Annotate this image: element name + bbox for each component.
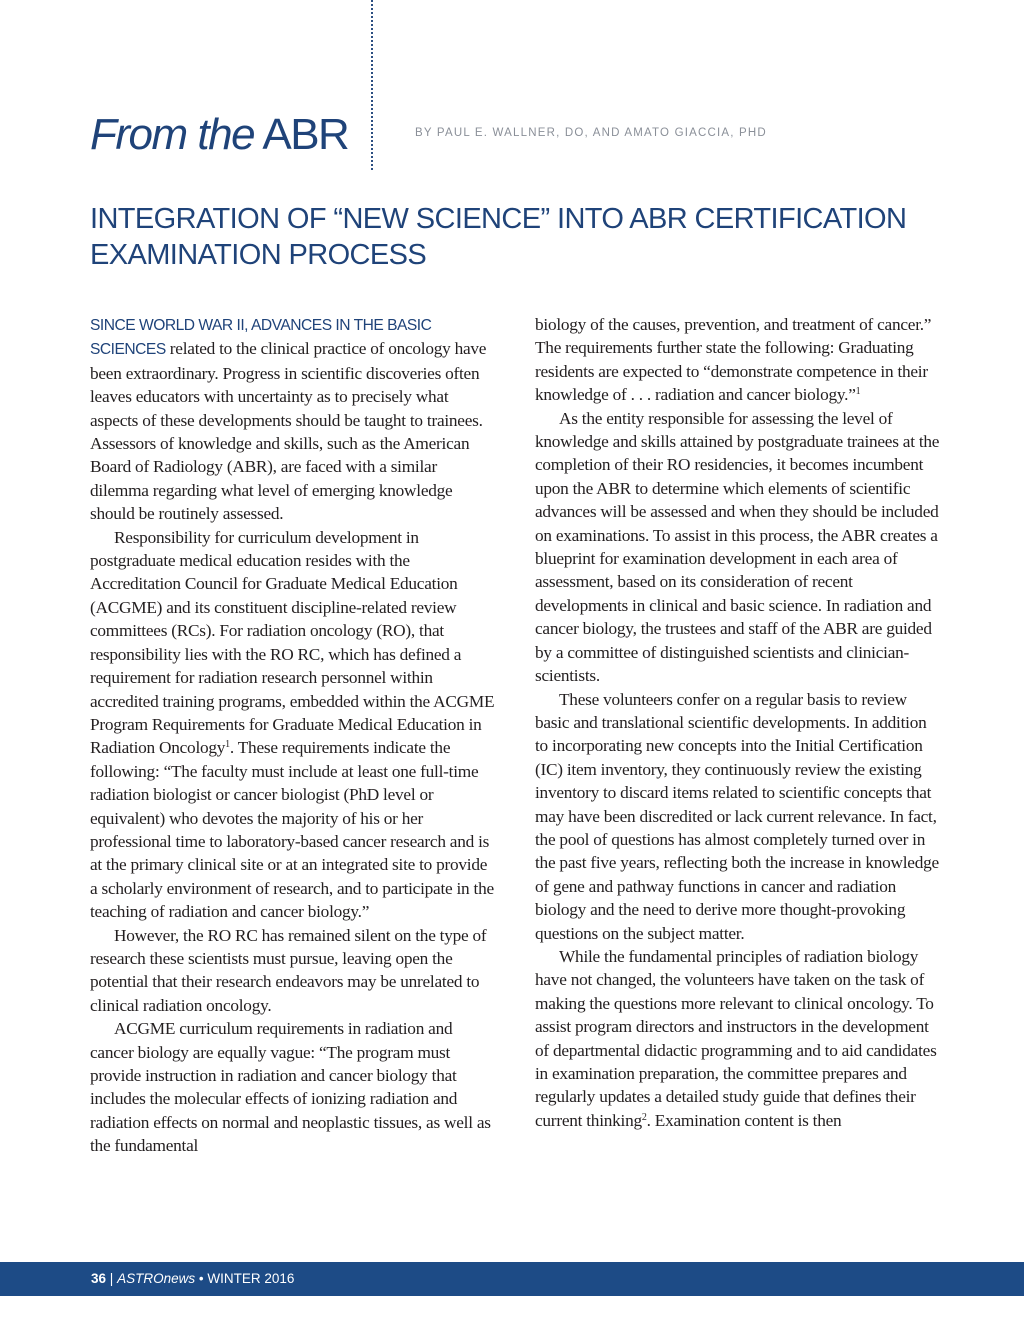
paragraph bbox=[90, 313, 495, 526]
right-column bbox=[535, 313, 940, 1132]
left-column bbox=[90, 313, 495, 1158]
footnote-ref[interactable]: 2 bbox=[641, 1111, 647, 1123]
footer-bullet: • bbox=[198, 1271, 204, 1286]
paragraph-text: biology of the causes, prevention, and treatment of cancer.” The requirements further state the following: Graduating residents are expected to “demonstrate competence in their knowledge of . . . radiation and cancer biology.” bbox=[535, 315, 932, 405]
publication-name: ASTROnews bbox=[117, 1271, 196, 1286]
lead-in: SINCE WORLD WAR II, ADVANCES IN THE BASIC SCIENCES bbox=[90, 317, 432, 359]
paragraph-text: . Examination content is then bbox=[646, 1110, 842, 1130]
byline: BY PAUL E. WALLNER, DO, AND AMATO GIACCIA, PHD bbox=[415, 127, 767, 139]
article-title: INTEGRATION OF “NEW SCIENCE” INTO ABR CERTIFICATION EXAMINATION PROCESS bbox=[90, 203, 907, 271]
footnote-ref[interactable]: 1 bbox=[855, 386, 861, 398]
footnote-ref[interactable]: 1 bbox=[225, 739, 230, 751]
header-divider bbox=[371, 0, 373, 170]
paragraph bbox=[535, 313, 940, 407]
page-footer bbox=[0, 1262, 1024, 1296]
paragraph-text: . These requirements indicate the following: “The faculty must include at least one full-time radiation biologist or cancer biologist (PhD level or equivalent) who devotes the majority of his or her professional time to laboratory-based cancer research and is at the primary clinical site or at an integrated site to provide a scholarly environment of research, and to participate in the teaching of radiation and cancer biology.” bbox=[90, 738, 494, 922]
paragraph-text: Responsibility for curriculum development in postgraduate medical education resides with the Accreditation Council for Graduate Medical Education (ACGME) and its constituent discipline-related review committees (RCs). For radiation oncology (RO), that responsibility lies with the RO RC, which has defined a requirement for radiation research personnel within accredited training programs, embedded within the ACGME Program Requirements for Graduate Medical Education in Radiation Oncology bbox=[90, 527, 495, 758]
page-number: 36 bbox=[91, 1271, 107, 1286]
paragraph: As the entity responsible for assessing the level of knowledge and skills attained by postgraduate trainees at the completion of their RO residencies, it becomes incumbent upon the ABR to determine which elements of scientific advances will be assessed and when they should be included on examinations. To assist in this process, the ABR creates a blueprint for examination development in each area of assessment, based on its consideration of recent developments in clinical and basic science. In radiation and cancer biology, the trustees and staff of the ABR are guided by a committee of distinguished scientists and clinician-scientists. bbox=[535, 408, 940, 686]
paragraph bbox=[535, 945, 940, 1132]
footer-separator: | bbox=[109, 1271, 114, 1286]
paragraph-text: related to the clinical practice of oncology have been extraordinary. Progress in scientific discoveries often leaves educators with uncertainty as to precisely what aspects of these developments should be taught to trainees. Assessors of knowledge and skills, such as the American Board of Radiology (ABR), are faced with a similar dilemma regarding what level of emerging knowledge should be routinely assessed. bbox=[90, 339, 487, 524]
paragraph-text: While the fundamental principles of radiation biology have not changed, the volunteers have taken on the task of making the questions more relevant to clinical oncology. To assist program directors and instructors in the development of departmental didactic programming and to aid candidates in examination preparation, the committee prepares and regularly updates a detailed study guide that defines their current thinking bbox=[535, 946, 937, 1130]
department-heading-abr: ABR bbox=[262, 110, 349, 159]
paragraph: However, the RO RC has remained silent on the type of research these scientists must pursue, leaving open the potential that their research endeavors may be unrelated to clinical radiation oncology. bbox=[90, 925, 487, 1015]
department-heading bbox=[90, 110, 348, 160]
issue-date: WINTER 2016 bbox=[207, 1271, 295, 1286]
paragraph: ACGME curriculum requirements in radiation and cancer biology are equally vague: “The program must provide instruction in radiation and cancer biology that includes the molecular effects of ionizing radiation and radiation effects on normal and neoplastic tissues, as well as the fundamental bbox=[90, 1019, 491, 1156]
department-heading-italic: From the bbox=[90, 110, 255, 159]
paragraph bbox=[90, 526, 495, 924]
paragraph: These volunteers confer on a regular basis to review basic and translational scientific developments. In addition to incorporating new concepts into the Initial Certification (IC) item inventory, they continuously review the existing inventory to discard items related to scientific concepts that may have been discredited or lack current relevance. In fact, the pool of questions has almost completely turned over in the past five years, reflecting both the increase in knowledge of gene and pathway functions in cancer and radiation biology and the need to derive more thought-provoking questions on the subject matter. bbox=[535, 689, 939, 943]
